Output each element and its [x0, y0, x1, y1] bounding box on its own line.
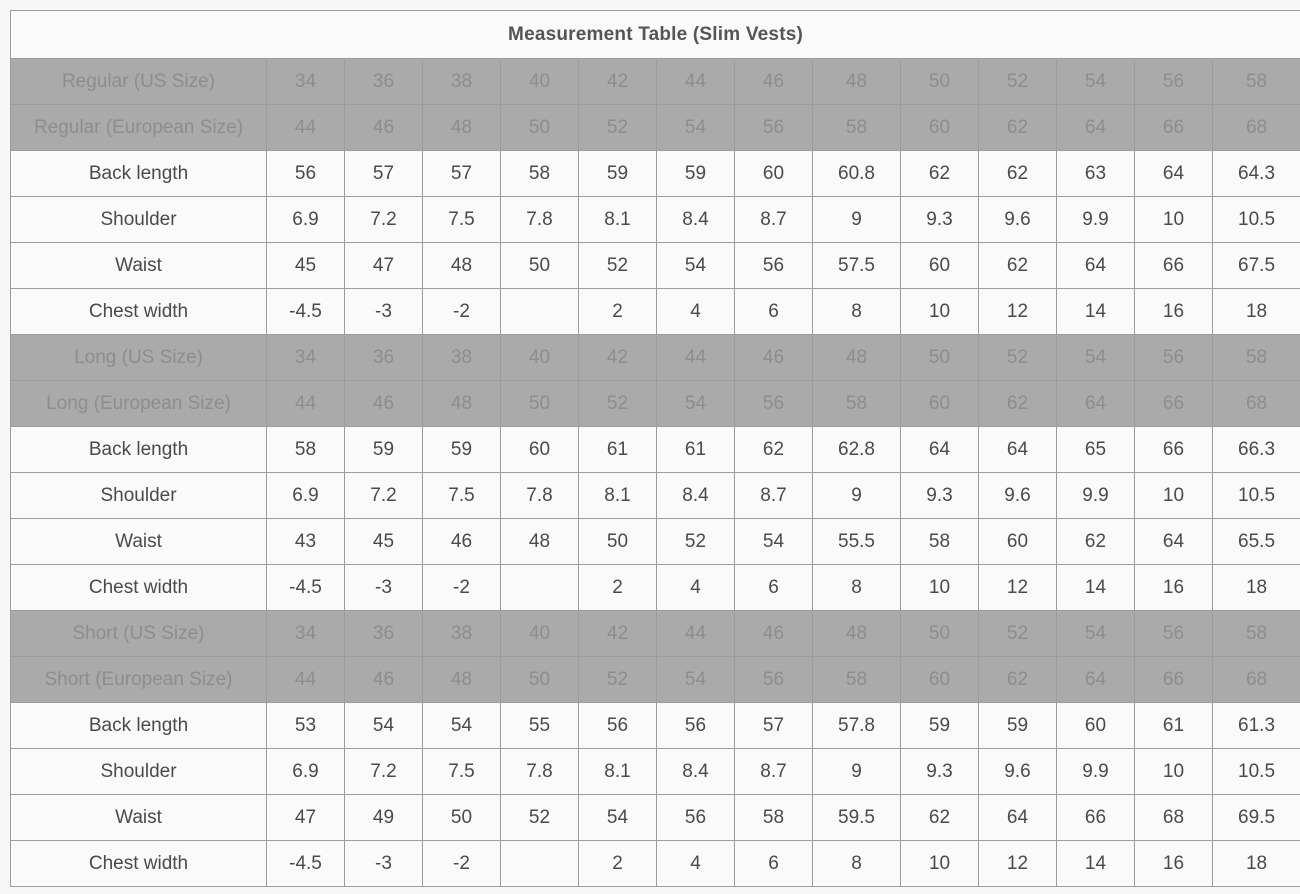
row-label: Long (US Size): [11, 335, 267, 381]
row-label: Short (US Size): [11, 611, 267, 657]
table-cell: 7.5: [423, 197, 501, 243]
table-row: [11, 565, 1300, 611]
table-cell: 60.8: [813, 151, 901, 197]
table-cell: 48: [813, 611, 901, 657]
table-cell: 10.5: [1213, 473, 1300, 519]
table-cell: 64.3: [1213, 151, 1300, 197]
table-cell: 66: [1135, 427, 1213, 473]
size-header-row: [11, 611, 1300, 657]
table-cell: 34: [267, 335, 345, 381]
table-cell: 60: [1057, 703, 1135, 749]
table-cell: 68: [1213, 657, 1300, 703]
table-cell: 56: [735, 657, 813, 703]
row-label: Waist: [11, 243, 267, 289]
table-cell: 46: [345, 381, 423, 427]
table-cell: 56: [267, 151, 345, 197]
table-cell: 46: [423, 519, 501, 565]
table-cell: -4.5: [267, 289, 345, 335]
table-cell: 46: [345, 657, 423, 703]
table-cell: 52: [979, 59, 1057, 105]
table-cell: 64: [1057, 657, 1135, 703]
table-cell: 42: [579, 611, 657, 657]
size-header-row: [11, 381, 1300, 427]
table-cell: 60: [901, 657, 979, 703]
page-title: Measurement Table (Slim Vests): [11, 11, 1300, 59]
row-label: Regular (European Size): [11, 105, 267, 151]
table-cell: 12: [979, 841, 1057, 887]
table-cell: [501, 841, 579, 887]
table-cell: 40: [501, 335, 579, 381]
table-cell: 40: [501, 59, 579, 105]
table-cell: 53: [267, 703, 345, 749]
table-cell: 58: [813, 381, 901, 427]
table-cell: 54: [657, 105, 735, 151]
table-cell: 58: [813, 657, 901, 703]
table-cell: 47: [267, 795, 345, 841]
table-cell: 64: [979, 427, 1057, 473]
table-cell: 4: [657, 565, 735, 611]
table-cell: 8.4: [657, 749, 735, 795]
table-cell: 8: [813, 565, 901, 611]
table-cell: 54: [1057, 335, 1135, 381]
table-row: [11, 749, 1300, 795]
table-cell: 62: [901, 151, 979, 197]
row-label: Waist: [11, 795, 267, 841]
table-cell: 6.9: [267, 473, 345, 519]
table-cell: 9.9: [1057, 749, 1135, 795]
row-label: Short (European Size): [11, 657, 267, 703]
table-cell: 10.5: [1213, 197, 1300, 243]
table-cell: 44: [267, 381, 345, 427]
table-cell: 62: [735, 427, 813, 473]
table-cell: 58: [1213, 335, 1300, 381]
table-cell: 10.5: [1213, 749, 1300, 795]
table-cell: 61: [1135, 703, 1213, 749]
table-cell: 34: [267, 59, 345, 105]
table-cell: 44: [657, 335, 735, 381]
size-header-row: [11, 335, 1300, 381]
table-cell: 16: [1135, 289, 1213, 335]
table-cell: 56: [735, 105, 813, 151]
table-cell: 50: [501, 657, 579, 703]
table-cell: 61: [657, 427, 735, 473]
table-cell: 59: [345, 427, 423, 473]
table-cell: 44: [657, 611, 735, 657]
table-cell: 12: [979, 289, 1057, 335]
table-cell: 48: [423, 105, 501, 151]
table-cell: 57: [735, 703, 813, 749]
table-cell: 62: [979, 381, 1057, 427]
table-cell: -2: [423, 289, 501, 335]
table-cell: 64: [901, 427, 979, 473]
table-row: [11, 795, 1300, 841]
table-cell: 56: [1135, 611, 1213, 657]
table-cell: 45: [345, 519, 423, 565]
table-cell: 4: [657, 841, 735, 887]
table-row: [11, 289, 1300, 335]
table-row: [11, 841, 1300, 887]
row-label: Shoulder: [11, 749, 267, 795]
table-cell: 10: [1135, 473, 1213, 519]
measurement-table: [10, 10, 1300, 887]
table-cell: 44: [267, 657, 345, 703]
table-cell: 36: [345, 611, 423, 657]
table-cell: 56: [735, 381, 813, 427]
table-cell: 66: [1135, 243, 1213, 289]
table-cell: 62: [901, 795, 979, 841]
table-cell: 46: [735, 335, 813, 381]
table-cell: 38: [423, 335, 501, 381]
table-cell: 52: [579, 243, 657, 289]
table-cell: 59: [579, 151, 657, 197]
table-cell: 10: [1135, 197, 1213, 243]
table-cell: 9.9: [1057, 473, 1135, 519]
row-label: Back length: [11, 427, 267, 473]
table-cell: 6: [735, 841, 813, 887]
table-cell: 9.9: [1057, 197, 1135, 243]
table-row: [11, 243, 1300, 289]
table-head: [11, 11, 1300, 59]
table-cell: 62: [979, 151, 1057, 197]
table-cell: 60: [901, 243, 979, 289]
table-cell: 58: [501, 151, 579, 197]
table-cell: 54: [735, 519, 813, 565]
table-cell: [501, 565, 579, 611]
table-cell: 65: [1057, 427, 1135, 473]
table-cell: 56: [657, 703, 735, 749]
table-cell: -3: [345, 841, 423, 887]
table-cell: 14: [1057, 565, 1135, 611]
table-cell: -3: [345, 289, 423, 335]
table-cell: 59: [979, 703, 1057, 749]
table-cell: 42: [579, 59, 657, 105]
table-cell: 56: [1135, 335, 1213, 381]
table-cell: 18: [1213, 841, 1300, 887]
table-cell: 54: [579, 795, 657, 841]
table-cell: 6: [735, 565, 813, 611]
table-cell: 52: [501, 795, 579, 841]
table-cell: 68: [1213, 381, 1300, 427]
table-cell: 18: [1213, 565, 1300, 611]
table-cell: 55: [501, 703, 579, 749]
table-cell: 64: [1057, 105, 1135, 151]
table-cell: 2: [579, 289, 657, 335]
table-cell: 9: [813, 749, 901, 795]
table-cell: 62: [979, 243, 1057, 289]
table-cell: 54: [423, 703, 501, 749]
row-label: Chest width: [11, 289, 267, 335]
row-label: Shoulder: [11, 197, 267, 243]
table-cell: 45: [267, 243, 345, 289]
table-cell: 65.5: [1213, 519, 1300, 565]
table-cell: 48: [423, 657, 501, 703]
table-cell: 10: [1135, 749, 1213, 795]
table-cell: 50: [423, 795, 501, 841]
table-cell: 46: [345, 105, 423, 151]
table-row: [11, 519, 1300, 565]
row-label: Long (European Size): [11, 381, 267, 427]
table-cell: 8.1: [579, 473, 657, 519]
table-cell: 59.5: [813, 795, 901, 841]
table-cell: -3: [345, 565, 423, 611]
table-cell: 64: [1057, 381, 1135, 427]
table-cell: 60: [735, 151, 813, 197]
table-cell: 50: [901, 59, 979, 105]
table-cell: 9.3: [901, 197, 979, 243]
table-cell: 50: [501, 381, 579, 427]
table-cell: 52: [979, 611, 1057, 657]
table-cell: 8: [813, 841, 901, 887]
table-cell: 8.4: [657, 473, 735, 519]
table-cell: 54: [657, 657, 735, 703]
table-cell: 9.6: [979, 473, 1057, 519]
table-cell: 57: [345, 151, 423, 197]
table-cell: -2: [423, 565, 501, 611]
table-cell: 18: [1213, 289, 1300, 335]
table-cell: 59: [423, 427, 501, 473]
table-cell: 48: [813, 59, 901, 105]
table-cell: 8.1: [579, 197, 657, 243]
table-cell: 64: [979, 795, 1057, 841]
table-cell: 9.6: [979, 749, 1057, 795]
table-title-row: [11, 11, 1300, 59]
table-cell: 9.3: [901, 749, 979, 795]
size-header-row: [11, 105, 1300, 151]
table-cell: 67.5: [1213, 243, 1300, 289]
table-cell: 58: [813, 105, 901, 151]
table-cell: 9.6: [979, 197, 1057, 243]
table-cell: 56: [1135, 59, 1213, 105]
table-cell: 6.9: [267, 749, 345, 795]
table-cell: 54: [657, 243, 735, 289]
table-cell: 9: [813, 197, 901, 243]
table-cell: 56: [735, 243, 813, 289]
row-label: Back length: [11, 703, 267, 749]
table-cell: 10: [901, 289, 979, 335]
table-cell: 8.7: [735, 197, 813, 243]
size-header-row: [11, 59, 1300, 105]
table-cell: 7.2: [345, 749, 423, 795]
table-cell: 52: [579, 657, 657, 703]
table-cell: 58: [1213, 611, 1300, 657]
table-cell: 62.8: [813, 427, 901, 473]
table-cell: 60: [501, 427, 579, 473]
table-cell: 57: [423, 151, 501, 197]
table-cell: 38: [423, 59, 501, 105]
table-cell: 2: [579, 565, 657, 611]
table-cell: 7.5: [423, 473, 501, 519]
table-cell: 50: [579, 519, 657, 565]
table-cell: 59: [657, 151, 735, 197]
table-cell: 6.9: [267, 197, 345, 243]
table-cell: 10: [901, 841, 979, 887]
table-cell: 59: [901, 703, 979, 749]
table-cell: 52: [579, 381, 657, 427]
table-cell: -4.5: [267, 841, 345, 887]
table-cell: 68: [1135, 795, 1213, 841]
table-cell: -2: [423, 841, 501, 887]
table-cell: 14: [1057, 841, 1135, 887]
table-cell: 54: [1057, 611, 1135, 657]
table-cell: 66.3: [1213, 427, 1300, 473]
table-cell: 66: [1135, 105, 1213, 151]
table-cell: 48: [501, 519, 579, 565]
table-cell: 9: [813, 473, 901, 519]
table-cell: 62: [979, 105, 1057, 151]
table-cell: 50: [501, 105, 579, 151]
table-cell: 52: [979, 335, 1057, 381]
table-cell: 7.5: [423, 749, 501, 795]
row-label: Back length: [11, 151, 267, 197]
table-cell: 58: [267, 427, 345, 473]
table-cell: 47: [345, 243, 423, 289]
table-cell: 56: [579, 703, 657, 749]
table-cell: 14: [1057, 289, 1135, 335]
row-label: Regular (US Size): [11, 59, 267, 105]
table-row: [11, 151, 1300, 197]
table-cell: 54: [345, 703, 423, 749]
table-cell: 61: [579, 427, 657, 473]
row-label: Chest width: [11, 841, 267, 887]
row-label: Chest width: [11, 565, 267, 611]
table-cell: 48: [423, 381, 501, 427]
table-cell: 16: [1135, 565, 1213, 611]
table-cell: 42: [579, 335, 657, 381]
table-cell: 60: [901, 381, 979, 427]
table-cell: 49: [345, 795, 423, 841]
table-cell: 46: [735, 59, 813, 105]
table-cell: [501, 289, 579, 335]
table-cell: 38: [423, 611, 501, 657]
table-cell: 7.8: [501, 749, 579, 795]
table-cell: 12: [979, 565, 1057, 611]
table-cell: 57.5: [813, 243, 901, 289]
table-cell: 36: [345, 335, 423, 381]
table-cell: 9.3: [901, 473, 979, 519]
table-cell: 62: [1057, 519, 1135, 565]
table-row: [11, 473, 1300, 519]
table-cell: 58: [1213, 59, 1300, 105]
table-cell: 4: [657, 289, 735, 335]
table-cell: 60: [979, 519, 1057, 565]
table-cell: 34: [267, 611, 345, 657]
size-header-row: [11, 657, 1300, 703]
table-cell: 40: [501, 611, 579, 657]
table-row: [11, 427, 1300, 473]
table-cell: -4.5: [267, 565, 345, 611]
table-cell: 44: [657, 59, 735, 105]
table-row: [11, 197, 1300, 243]
table-cell: 8: [813, 289, 901, 335]
table-cell: 2: [579, 841, 657, 887]
table-cell: 62: [979, 657, 1057, 703]
table-cell: 58: [735, 795, 813, 841]
table-cell: 57.8: [813, 703, 901, 749]
table-cell: 56: [657, 795, 735, 841]
table-cell: 46: [735, 611, 813, 657]
table-cell: 6: [735, 289, 813, 335]
table-cell: 66: [1057, 795, 1135, 841]
table-cell: 10: [901, 565, 979, 611]
row-label: Shoulder: [11, 473, 267, 519]
table-cell: 69.5: [1213, 795, 1300, 841]
table-cell: 60: [901, 105, 979, 151]
table-cell: 64: [1057, 243, 1135, 289]
table-cell: 8.7: [735, 473, 813, 519]
table-cell: 8.4: [657, 197, 735, 243]
table-cell: 7.8: [501, 473, 579, 519]
table-cell: 7.2: [345, 197, 423, 243]
table-cell: 58: [901, 519, 979, 565]
row-label: Waist: [11, 519, 267, 565]
table-cell: 61.3: [1213, 703, 1300, 749]
table-cell: 55.5: [813, 519, 901, 565]
table-cell: 44: [267, 105, 345, 151]
table-cell: 63: [1057, 151, 1135, 197]
table-cell: 50: [901, 611, 979, 657]
table-cell: 7.2: [345, 473, 423, 519]
table-cell: 50: [901, 335, 979, 381]
table-cell: 66: [1135, 381, 1213, 427]
table-cell: 16: [1135, 841, 1213, 887]
table-cell: 43: [267, 519, 345, 565]
table-row: [11, 703, 1300, 749]
table-cell: 8.7: [735, 749, 813, 795]
table-cell: 54: [1057, 59, 1135, 105]
table-cell: 8.1: [579, 749, 657, 795]
table-cell: 48: [813, 335, 901, 381]
table-cell: 52: [579, 105, 657, 151]
table-cell: 7.8: [501, 197, 579, 243]
table-cell: 66: [1135, 657, 1213, 703]
table-cell: 48: [423, 243, 501, 289]
table-body: [11, 59, 1300, 887]
table-cell: 52: [657, 519, 735, 565]
table-cell: 54: [657, 381, 735, 427]
table-cell: 50: [501, 243, 579, 289]
table-cell: 36: [345, 59, 423, 105]
table-cell: 64: [1135, 519, 1213, 565]
table-cell: 68: [1213, 105, 1300, 151]
table-cell: 64: [1135, 151, 1213, 197]
